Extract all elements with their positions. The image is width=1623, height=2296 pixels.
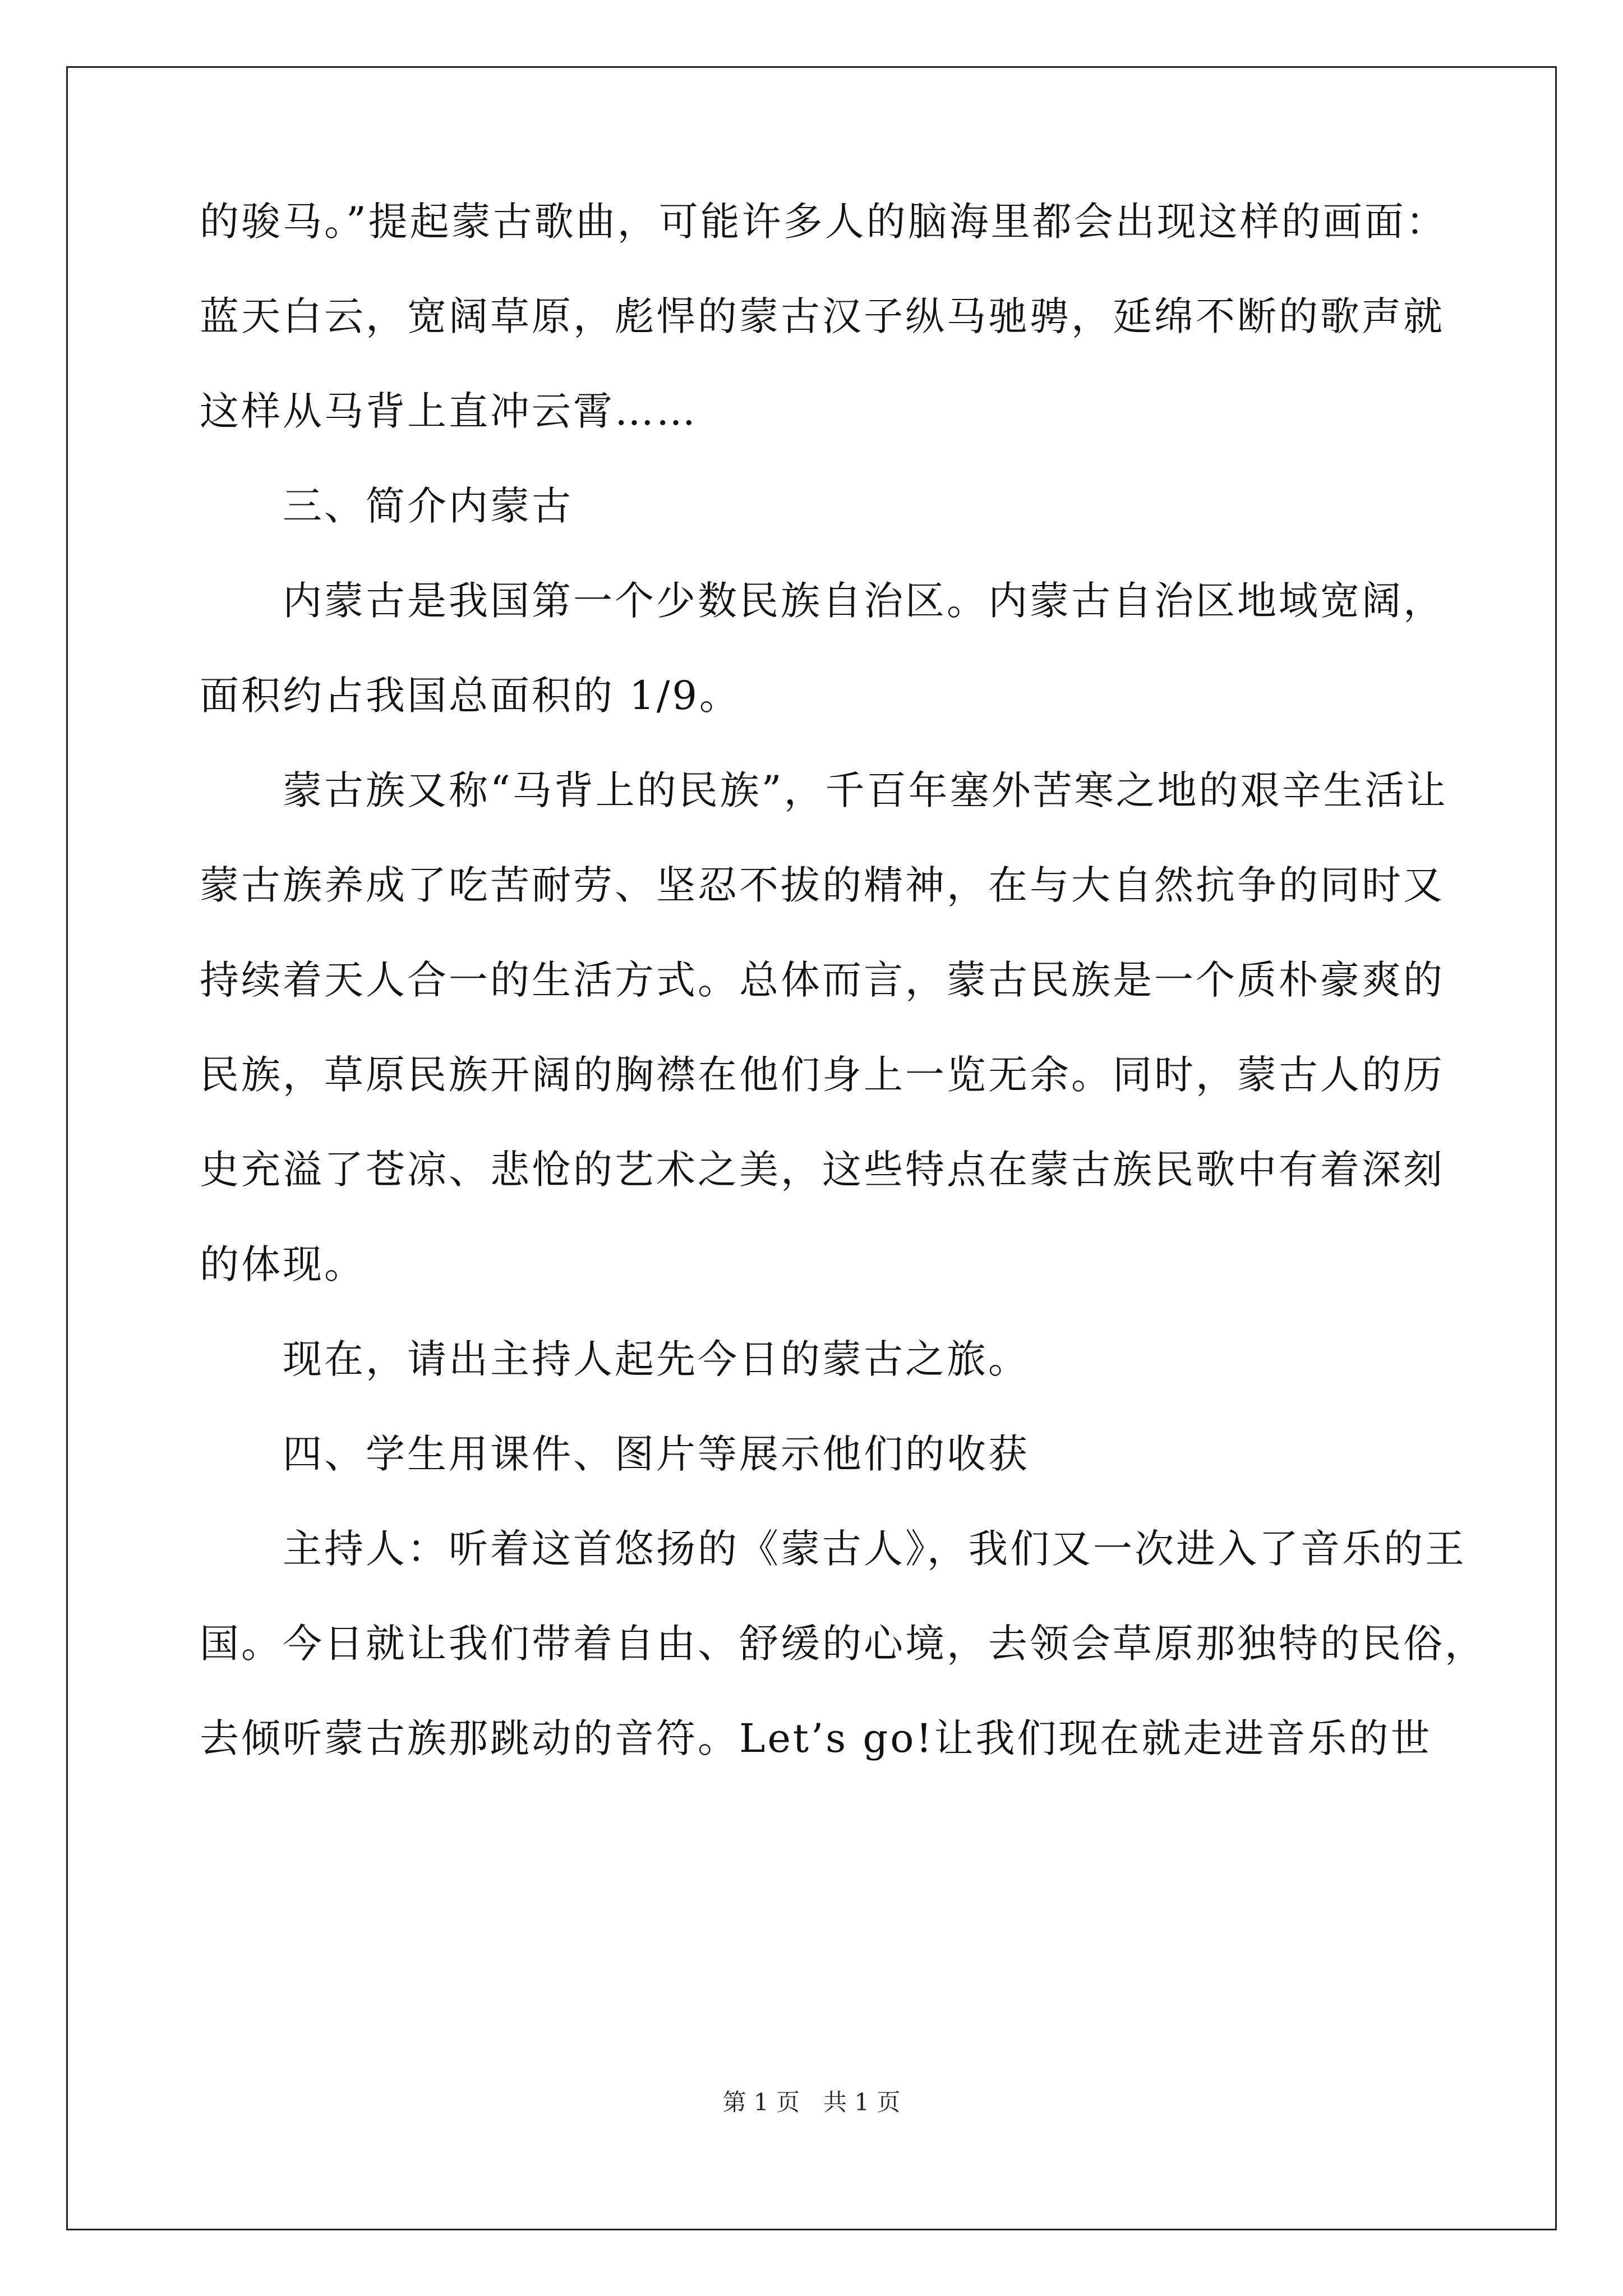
text-line: 主持人：听着这首悠扬的《蒙古人》，我们又一次进入了音乐的王 bbox=[283, 1526, 1467, 1572]
section-heading-4: 四、学生用课件、图片等展示他们的收获 bbox=[283, 1431, 1030, 1477]
text-line: 史充溢了苍凉、悲怆的艺术之美，这些特点在蒙古族民歌中有着深刻 bbox=[200, 1147, 1445, 1193]
text-line: 现在，请出主持人起先今日的蒙古之旅。 bbox=[283, 1336, 1030, 1382]
text-line: 蒙古族养成了吃苦耐劳、坚忍不拔的精神，在与大自然抗争的同时又 bbox=[200, 862, 1445, 908]
page-footer: 第 1 页 共 1 页 bbox=[722, 2088, 901, 2116]
text-line: 蓝天白云，宽阔草原，彪悍的蒙古汉子纵马驰骋，延绵不断的歌声就 bbox=[200, 293, 1445, 339]
text-line: 内蒙古是我国第一个少数民族自治区。内蒙古自治区地域宽阔， bbox=[283, 578, 1445, 624]
section-heading-3: 三、简介内蒙古 bbox=[283, 483, 573, 529]
text-line: 去倾听蒙古族那跳动的音符。Let’s go!让我们现在就走进音乐的世 bbox=[200, 1715, 1432, 1761]
text-line: 面积约占我国总面积的 1/9。 bbox=[200, 673, 741, 719]
text-line: 持续着天人合一的生活方式。总体而言，蒙古民族是一个质朴豪爽的 bbox=[200, 957, 1445, 1003]
text-line: 这样从马背上直冲云霄…… bbox=[200, 388, 698, 434]
text-line: 蒙古族又称“马背上的民族”，千百年塞外苦寒之地的艰辛生活让 bbox=[283, 767, 1448, 813]
text-line: 国。今日就让我们带着自由、舒缓的心境，去领会草原那独特的民俗， bbox=[200, 1621, 1486, 1667]
text-line: 的骏马。”提起蒙古歌曲，可能许多人的脑海里都会出现这样的画面： bbox=[200, 199, 1447, 245]
document-body bbox=[200, 194, 1486, 1805]
text-line: 的体现。 bbox=[200, 1241, 366, 1287]
text-line: 民族，草原民族开阔的胸襟在他们身上一览无余。同时，蒙古人的历 bbox=[200, 1052, 1445, 1098]
